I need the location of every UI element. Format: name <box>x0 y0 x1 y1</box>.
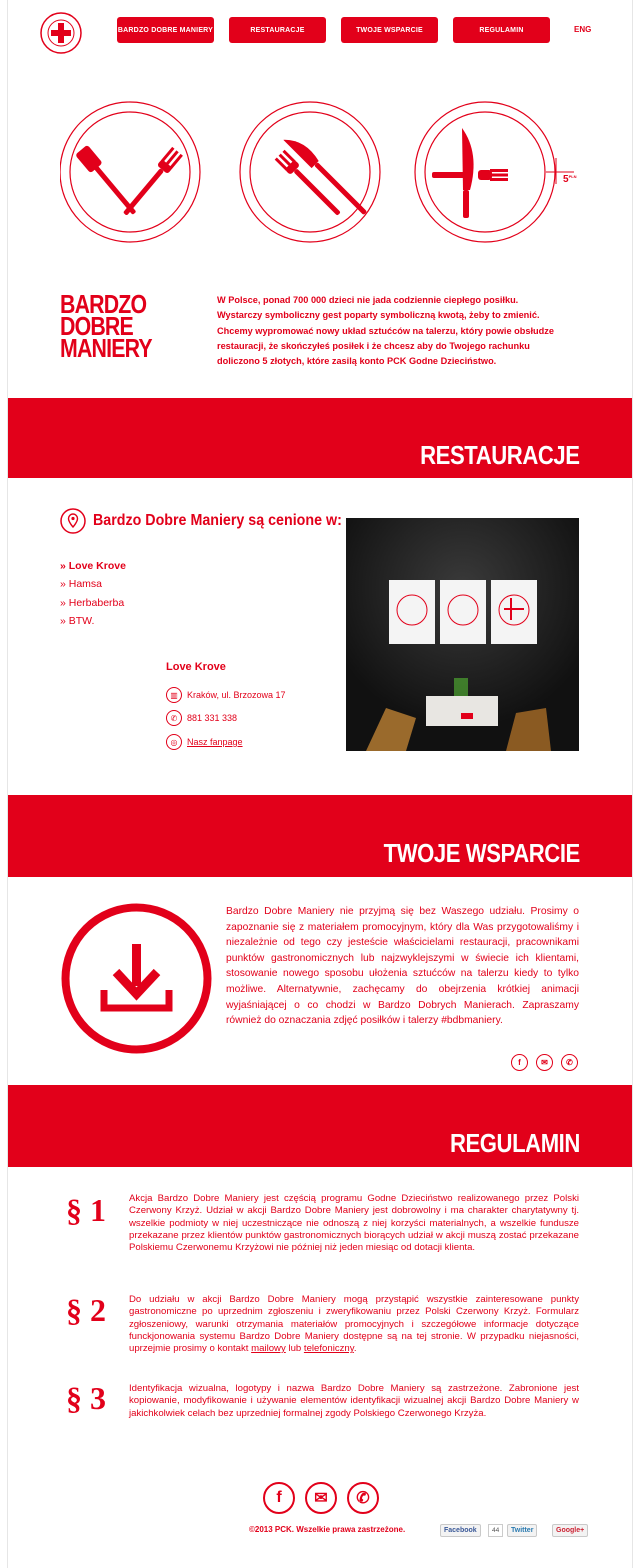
section-number-3: § 3 <box>66 1380 106 1416</box>
restaurant-link-herbaberba[interactable]: » Herbaberba <box>60 596 125 609</box>
phone-icon[interactable]: ✆ <box>347 1482 379 1514</box>
restaurant-link-hamsa[interactable]: » Hamsa <box>60 578 103 591</box>
download-icon[interactable] <box>60 902 213 1055</box>
mail-contact-link[interactable]: mailowy <box>251 1343 286 1355</box>
restaurants-subheading <box>60 508 363 534</box>
pck-logo[interactable] <box>40 12 82 54</box>
copyright: ©2013 PCK. Wszelkie prawa zastrzeżone. <box>249 1525 406 1534</box>
footer-social-icons <box>263 1482 379 1514</box>
phone-contact-link[interactable]: telefoniczny <box>303 1343 354 1355</box>
mail-icon[interactable]: ✉ <box>305 1482 337 1514</box>
nav-twoje-wsparcie[interactable]: TWOJE WSPARCIE <box>341 17 438 43</box>
restaurant-link-btw[interactable]: » BTW. <box>60 614 95 627</box>
section-number-1: § 1 <box>66 1192 106 1228</box>
restaurants-subheading-text: Bardzo Dobre Maniery są cenione w: <box>93 512 342 529</box>
language-switch[interactable]: ENG <box>574 25 592 34</box>
globe-icon: ◎ <box>166 734 182 750</box>
google-plus-button[interactable]: Google+ <box>552 1524 588 1537</box>
restaurant-address <box>166 687 286 703</box>
location-pin-icon <box>60 508 86 534</box>
phone-icon: ✆ <box>166 710 182 726</box>
twitter-share-button[interactable]: Twitter <box>507 1524 537 1537</box>
facebook-share-button[interactable]: Facebook <box>440 1524 481 1537</box>
section-text-2: Do udziału w akcji Bardzo Dobre Maniery mogą przystąpić wszystkie zainteresowane punkty gastronomiczne po uprzednim zgłoszeniu i zweryfikowaniu przez Polski Czerwony Krzyż. Formularz zgłoszeniowy, warunki otrzymania materiałów promocyjnych i szczegółowe informacje dotyczące funckjonowania systemu Bardzo Dobre Maniery dostępne są na tej stronie. W przypadku niejasności, uprzejmie prosimy o kontakt mailowy lub telefoniczny. <box>129 1294 579 1355</box>
fanpage-link[interactable]: Nasz fanpage <box>187 737 243 747</box>
section-text-3: Identyfikacja wizualna, logotypy i nazwa Bardzo Dobre Maniery są zastrzeżone. Zabronione jest kopiowanie, modyfikowanie i używanie elementów identyfikacji wizualnej akcji Bardzo Dobre Maniery w jakichkolwiek celach bez uprzedniej formalnej zgody Polskiego Czerwonego Krzyża. <box>129 1383 579 1419</box>
section-number-2: § 2 <box>66 1292 106 1328</box>
restaurant-link-love-krove[interactable]: » Love Krove <box>60 560 126 572</box>
section-text-1: Akcja Bardzo Dobre Maniery jest częścią programu Godne Dzieciństwo realizowanego przez Polski Czerwony Krzyż. Udział w akcji Bardzo Dobre Maniery jest dobrowolny i ma charakter charytatywny tj. wszelkie podmioty w niej uczestniczące nie odnoszą z niej korzyści materialnych, a wszelkie fundusze przekazane przez klientów punktów gastronomicznych biorących udział w akcji muszą zostać przekazane Polskiemu Czerwonemu Krzyżowi nie później niż jeden miesiąc od dotacji klienta. <box>129 1193 579 1254</box>
support-text: Bardzo Dobre Maniery nie przyjmą się bez Waszego udziału. Prosimy o zapoznanie się z materiałem promocyjnym, który dla Was przygotowaliśmy i niezależnie od tego czy jesteście właścicielami restauracji, pracownikami punktów gastronomicznych lub najzwyklejszymi w świecie ich klientami, stosowanie nowego sposobu ułożenia sztućców na talerzu kiedy to tylko możliwe. Alternatywnie, zachęcamy do obejrzenia krótkiej animacji wyjaśniającej o co chodzi w Bardzo Dobrych Manierach. Zapraszamy również do oznaczania zdjęć posiłków i talerzy #bdbmaniery. <box>226 906 579 1027</box>
phone-icon[interactable]: ✆ <box>561 1054 578 1071</box>
facebook-icon[interactable]: f <box>263 1482 295 1514</box>
restaurant-photo <box>346 518 579 751</box>
campaign-title: BARDZO DOBRE MANIERY <box>60 289 152 363</box>
restauracje-heading: RESTAURACJE <box>420 440 580 470</box>
restaurant-list <box>60 557 126 630</box>
wsparcie-heading: TWOJE WSPARCIE <box>383 838 580 868</box>
mail-icon[interactable]: ✉ <box>536 1054 553 1071</box>
nav-restauracje[interactable]: RESTAURACJE <box>229 17 326 43</box>
plus-five-label: $5^{PLN}$ <box>563 174 577 185</box>
regulamin-heading: REGULAMIN <box>450 1128 580 1158</box>
plates-illustration <box>60 98 580 248</box>
restaurant-phone <box>166 710 237 726</box>
facebook-share-count: 44 <box>488 1524 503 1537</box>
address-text: Kraków, ul. Brzozowa 17 <box>187 690 286 700</box>
support-share-icons <box>511 1054 578 1071</box>
restaurant-fanpage[interactable] <box>166 734 243 750</box>
selected-restaurant-name: Love Krove <box>166 661 226 673</box>
map-icon: ▥ <box>166 687 182 703</box>
nav-bardzo-dobre-maniery[interactable]: BARDZO DOBRE MANIERY <box>117 17 214 43</box>
intro-text: W Polsce, ponad 700 000 dzieci nie jada codziennie ciepłego posiłku. Wystarczy symboliczny gest poparty symboliczną kwotą, żeby to zmienić. Chcemy wypromować nowy układ sztućców na talerzu, który powie obsłudze restauracji, że skończyłeś posiłek i że chcesz aby do Twojego rachunku doliczono 5 złotych, które zasilą konto PCK Godne Dzieciństwo. <box>217 295 554 367</box>
nav-regulamin[interactable]: REGULAMIN <box>453 17 550 43</box>
facebook-icon[interactable]: f <box>511 1054 528 1071</box>
phone-text: 881 331 338 <box>187 713 238 723</box>
